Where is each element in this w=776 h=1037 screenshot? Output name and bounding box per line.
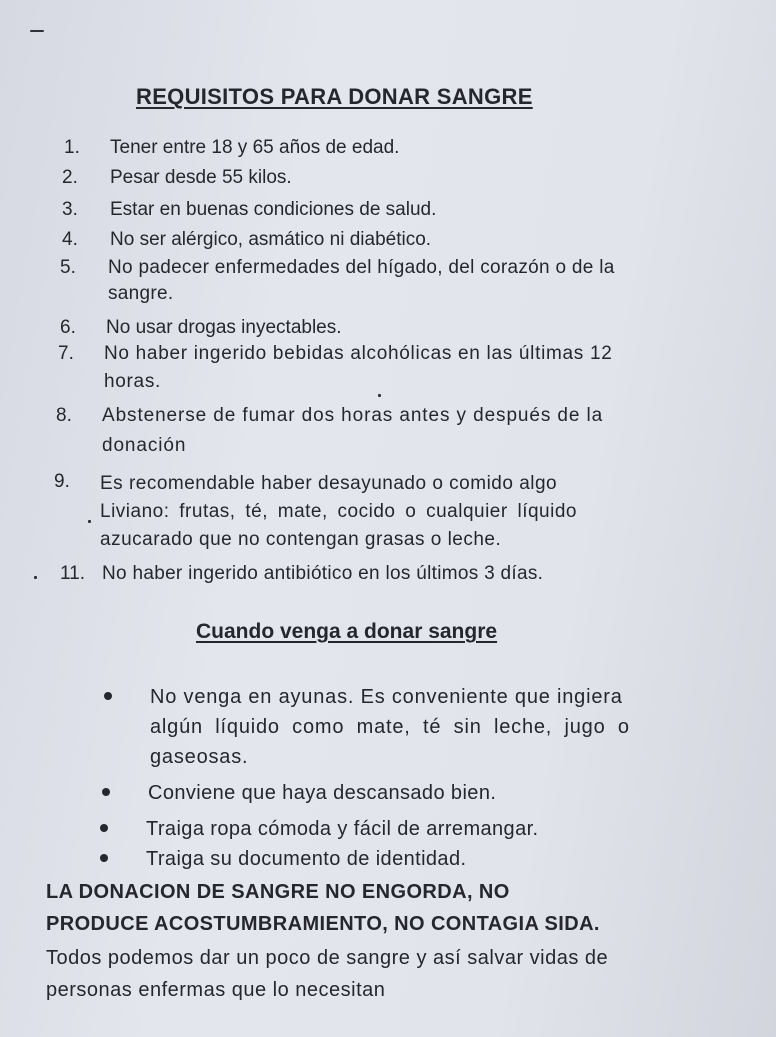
item-number: 8. [56, 405, 72, 426]
tip-text [146, 814, 539, 844]
tip-text [150, 682, 710, 772]
item-line: Estar en buenas condiciones de salud. [110, 199, 437, 220]
item-text [108, 256, 748, 306]
item-text [102, 562, 543, 586]
scan-speck [34, 576, 37, 579]
footer-note [46, 942, 736, 1006]
item-line: No haber ingerido bebidas alcohólicas en las últimas 12 [104, 343, 613, 364]
tip-line: Traiga su documento de identidad. [146, 848, 467, 870]
requirement-item [60, 256, 750, 308]
item-number: 11. [60, 563, 86, 584]
requirement-item [62, 228, 742, 252]
item-line: No haber ingerido antibiótico en los últimos 3 días. [102, 563, 544, 584]
item-number: 5. [60, 257, 76, 278]
item-line: No ser alérgico, asmático ni diabético. [110, 229, 432, 250]
item-line: donación [102, 435, 187, 456]
item-text [104, 342, 754, 394]
requirement-item [62, 198, 742, 222]
tip-text [146, 844, 466, 874]
closing-line: PRODUCE ACOSTUMBRAMIENTO, NO CONTAGIA SIDA. [46, 913, 600, 935]
tip-line: Conviene que haya descansado bien. [148, 782, 497, 804]
requirement-item [60, 562, 750, 586]
tip-item [100, 814, 710, 844]
item-line: No usar drogas inyectables. [106, 317, 342, 338]
tip-line: Traiga ropa cómoda y fácil de arremangar. [146, 818, 539, 840]
closing-line: LA DONACION DE SANGRE NO ENGORDA, NO [46, 881, 510, 903]
item-line: Tener entre 18 y 65 años de edad. [110, 137, 400, 158]
item-number: 3. [62, 199, 78, 220]
footer-line: personas enfermas que lo necesitan [46, 979, 386, 1001]
item-line: Abstenerse de fumar dos horas antes y después de la [102, 405, 604, 426]
document-title: REQUISITOS PARA DONAR SANGRE [136, 84, 533, 109]
item-number: 9. [54, 471, 70, 492]
requirement-item [58, 342, 748, 394]
tip-item [100, 844, 710, 874]
scan-speck [30, 30, 44, 32]
tip-line: algún líquido como mate, té sin leche, jugo o [150, 716, 630, 738]
item-line: azucarado que no contengan grasas o leche. [100, 529, 502, 550]
tip-item [102, 778, 712, 808]
bullet-dot [100, 824, 108, 832]
item-text [100, 470, 752, 554]
requirement-item [64, 136, 744, 160]
item-text [106, 316, 342, 340]
requirement-item [62, 166, 742, 190]
requirement-item [56, 404, 746, 458]
item-line: horas. [104, 371, 162, 392]
item-line: Pesar desde 55 kilos. [110, 167, 292, 188]
item-text [110, 198, 436, 222]
item-number: 2. [62, 167, 78, 188]
item-number: 1. [64, 137, 80, 158]
item-number: 4. [62, 229, 78, 250]
item-text [110, 166, 292, 190]
section-subtitle: Cuando venga a donar sangre [196, 620, 498, 643]
item-line: sangre. [108, 283, 174, 304]
item-line: No padecer enfermedades del hígado, del corazón o de la [108, 257, 615, 278]
item-number: 6. [60, 317, 76, 338]
item-text [110, 136, 399, 160]
bullet-dot [100, 854, 108, 862]
item-number: 7. [58, 343, 74, 364]
tip-text [148, 778, 496, 808]
tip-line: gaseosas. [150, 746, 249, 768]
item-line: Es recomendable haber desayunado o comido algo [100, 473, 558, 494]
scan-speck [88, 520, 91, 523]
item-text [102, 404, 752, 458]
item-line: Liviano: frutas, té, mate, cocido o cualquier líquido [100, 501, 577, 522]
tip-line: No venga en ayunas. Es conveniente que ingiera [150, 686, 623, 708]
tip-item [104, 682, 714, 772]
item-text [110, 228, 431, 252]
scan-speck [378, 394, 381, 397]
requirement-item [60, 316, 750, 340]
requirement-item [54, 470, 744, 554]
bullet-dot [104, 692, 112, 700]
footer-line: Todos podemos dar un poco de sangre y así salvar vidas de [46, 947, 609, 969]
bullet-dot [102, 788, 110, 796]
closing-statement [46, 876, 746, 940]
